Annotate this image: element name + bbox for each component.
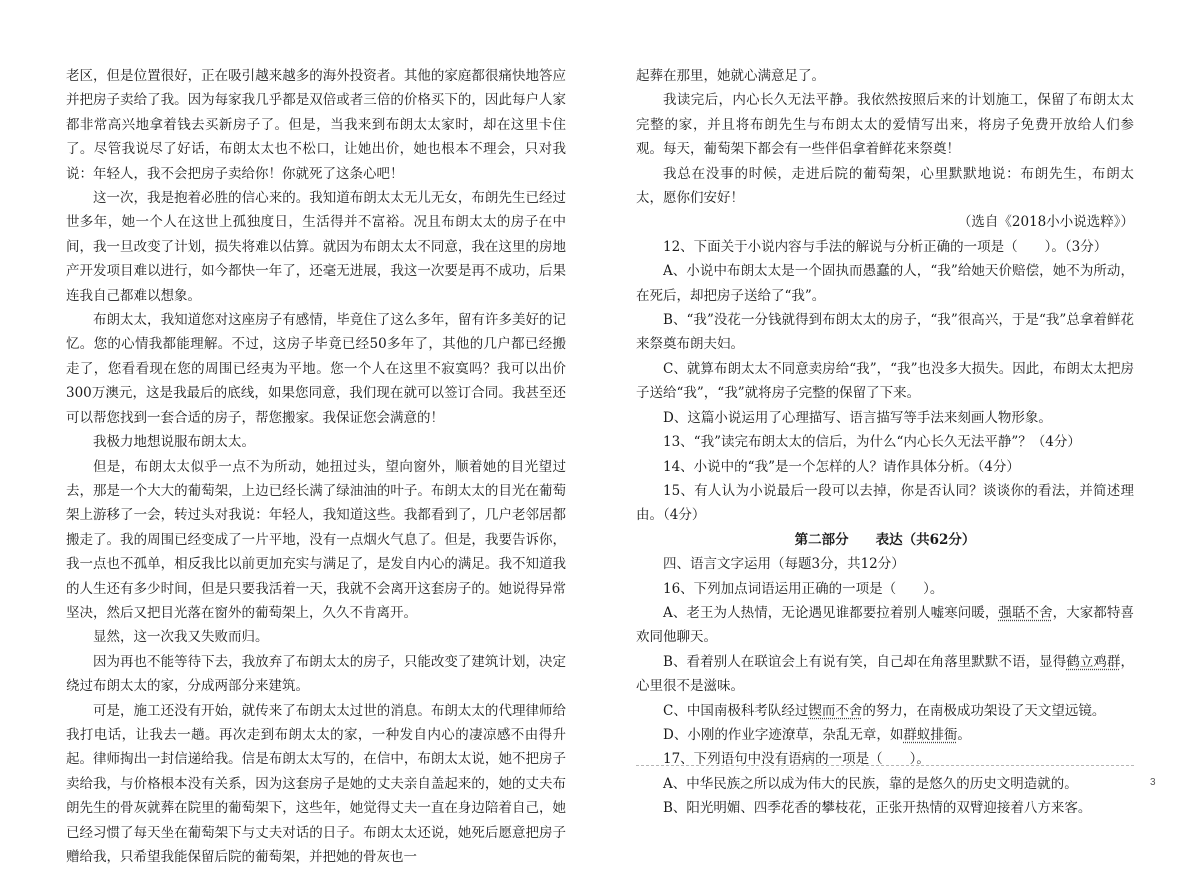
story-paragraph: 因为再也不能等待下去，我放弃了布朗太太的房子，只能改变了建筑计划，决定绕过布朗太太的家，分成两部分来建筑。 (66, 653, 566, 695)
story-paragraph: 布朗太太，我知道您对这座房子有感情，毕竟住了这么多年，留有许多美好的记忆。您的心情我都能理解。不过，这房子毕竟已经50多年了，其他的几户都已经搬走了，您看看现在您的周围已经夷为平地。您一个人在这里不寂寞吗？我可以出价300万澳元，这是我最后的底线，如果您同意，我们现在就可以签订合同。我甚至还可以帮您找到一套合适的房子，帮您搬家。我保证您会满意的！ (66, 312, 566, 426)
option-text: ，心里很不是滋味。 (636, 653, 1135, 695)
q16-option-d (636, 723, 1134, 747)
q16-option-b (636, 650, 1134, 699)
question-15: 15、有人认为小说最后一段可以去掉，你是否认同？谈谈你的看法，并简述理由。（4分） (636, 482, 1134, 524)
story-paragraph: 但是，布朗太太似乎一点不为所动，她扭过头，望向窗外，顺着她的目光望过去，那是一个大大的葡萄架，上边已经长满了绿油油的叶子。布朗太太的目光在葡萄架上游移了一会，转过头对我说：年轻人，我知道这些。我都看到了，几户老邻居都搬走了。我的周围已经变成了一片平地，没有一点烟火气息了。但是，我要告诉你，我一点也不孤单，相反我比以前更加充实与满足了，是发自内心的满足。我不知道我的人生还有多少时间，但是只要我活着一天，我就不会离开这套房子的。她说得异常坚决，然后又把目光落在窗外的葡萄架上，久久不肯离开。 (66, 458, 566, 621)
question-13: 13、“我”读完布朗太太的信后，为什么“内心长久无法平静”？（4分） (663, 434, 1081, 451)
option-text: ，大家都特喜欢同他聊天。 (636, 604, 1135, 646)
story-paragraph: 起葬在那里，她就心满意足了。 (636, 68, 825, 84)
option-text: C、中国南极科考队经过 (663, 702, 809, 719)
dotted-term: 群蚁排衙 (903, 726, 958, 743)
story-paragraph: 这一次，我是抱着必胜的信心来的。我知道布朗太太无儿无女，布朗先生已经过世多年，她一个人在这世上孤独度日，生活得并不富裕。况且布朗太太的房子在中间，我一旦改变了计划，损失将难以估算。就因为布朗太太不同意，我在这里的房地产开发项目难以进行，如今都快一年了，还毫无进展，我这一次要是再不成功，后果连我自己都难以想象。 (66, 190, 566, 304)
left-column (66, 64, 566, 869)
story-paragraph: 我极力地想说服布朗太太。 (93, 434, 255, 451)
question-14: 14、小说中的“我”是一个怎样的人？请作具体分析。（4分） (663, 458, 1020, 475)
question-12: 12、下面关于小说内容与手法的解说与分析正确的一项是（ ）。（3分） (663, 238, 1108, 255)
q12-option-d: D、这篇小说运用了心理描写、语言描写等手法来刻画人物形象。 (663, 409, 1052, 426)
source-citation: （选自《2018小小说选粹》） (957, 214, 1134, 231)
question-16: 16、下列加点词语运用正确的一项是（ ）。 (663, 580, 944, 597)
story-paragraph: 显然，这一次我又失败而归。 (93, 629, 269, 646)
q17-option-a: A、中华民族之所以成为伟大的民族，靠的是悠久的历史文明造就的。 (663, 775, 1078, 792)
page-number: 3 (1150, 777, 1156, 788)
story-paragraph: 可是，施工还没有开始，就传来了布朗太太过世的消息。布朗太太的代理律师给我打电话，让我去一趟。再次走到布朗太太的家，一种发自内心的凄凉感不由得升起。律师掏出一封信递给我。信是布朗太太写的，在信中，布朗太太说，她不把房子卖给我，与价格根本没有关系，因为这套房子是她的丈夫亲自盖起来的，她的丈夫布朗先生的骨灰就葬在院里的葡萄架下，这些年，她觉得丈夫一直在身边陪着自己，她已经习惯了每天坐在葡萄架下与丈夫对话的日子。布朗太太还说，她死后愿意把房子赠给我，只希望我能保留后院的葡萄架，并把她的骨灰也一 (66, 702, 566, 865)
q12-option-b: B、“我”没花一分钱就得到布朗太太的房子，“我”很高兴，于是“我”总拿着鲜花来祭奠布朗夫妇。 (636, 312, 1134, 353)
story-paragraph: 老区，但是位置很好，正在吸引越来越多的海外投资者。其他的家庭都很痛快地答应并把房子卖给了我。因为每家我几乎都是双倍或者三倍的价格买下的，因此每户人家都非常高兴地拿着钱去买新房子了。但是，当我来到布朗太太家时，却在这里卡住了。尽管我说尽了好话，布朗太太也不松口，让她出价，她也根本不理会，只对我说：年轻人，我不会把房子卖给你！你就死了这条心吧！ (66, 68, 566, 182)
right-column (636, 64, 1134, 821)
q17-option-b: B、阳光明媚、四季花香的攀枝花，正张开热情的双臂迎接着八方来客。 (663, 800, 1092, 817)
q16-option-a (636, 601, 1134, 650)
q12-option-c: C、就算布朗太太不同意卖房给“我”，“我”也没多大损失。因此，布朗太太把房子送给“我”，“我”就将房子完整的保留了下来。 (636, 360, 1134, 402)
dotted-term: 强聒不舍 (998, 604, 1053, 621)
q16-option-c (636, 699, 1134, 723)
option-text: A、老王为人热情，无论遇见谁都要拉着别人嘘寒问暖， (663, 604, 999, 621)
story-paragraph: 我读完后，内心长久无法平静。我依然按照后来的计划施工，保留了布朗太太完整的家，并且将布朗先生与布朗太太的爱情写出来，将房子免费开放给人们参观。每天，葡萄架下都会有一些伴侣拿着鲜花来祭奠！ (636, 92, 1134, 158)
option-text: 。 (957, 726, 971, 743)
option-text: 的努力，在南极成功架设了天文望远镜。 (862, 702, 1106, 719)
q12-option-a: A、小说中布朗太太是一个固执而愚蠢的人，“我”给她天价赔偿，她不为所动，在死后，却把房子送给了“我”。 (636, 263, 1134, 304)
section-four-heading: 四、语言文字运用（每题3分，共12分） (663, 556, 905, 573)
option-text: D、小刚的作业字迹潦草，杂乱无章，如 (663, 726, 904, 743)
dotted-term: 锲而不舍 (808, 702, 863, 719)
part-two-heading: 第二部分 表达（共62分） (794, 531, 976, 548)
question-17: 17、下列语句中没有语病的一项是（ ）。 (663, 751, 930, 768)
footer-divider (636, 765, 1134, 766)
story-paragraph: 我总在没事的时候，走进后院的葡萄架，心里默默地说：布朗先生，布朗太太，愿你们安好！ (636, 165, 1134, 207)
dotted-term: 鹤立鸡群 (1066, 653, 1121, 670)
option-text: B、看着别人在联谊会上有说有笑，自己却在角落里默默不语，显得 (663, 653, 1067, 670)
